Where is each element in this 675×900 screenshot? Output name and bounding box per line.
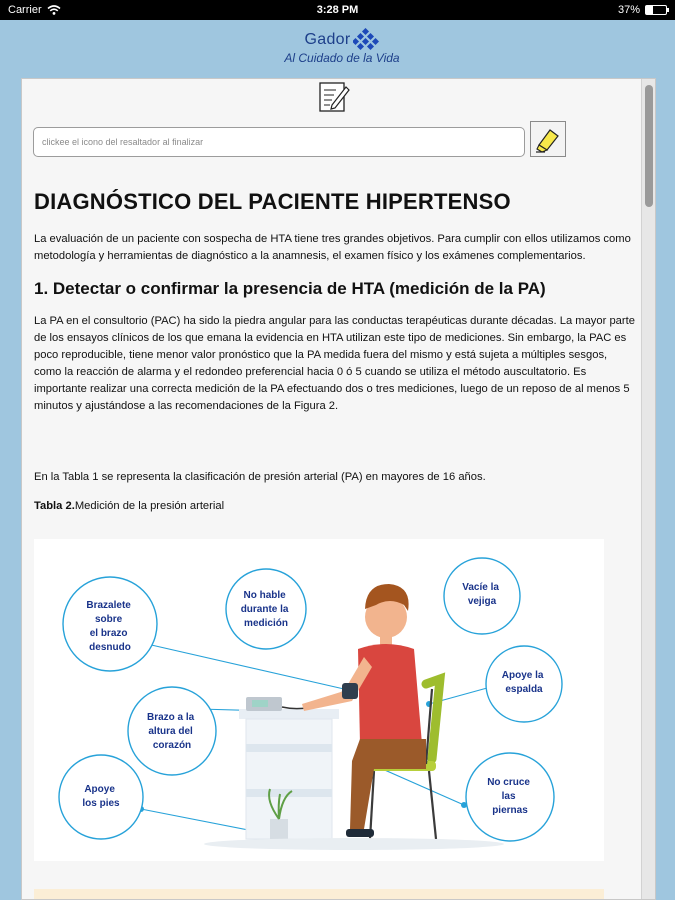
bubble-line: Apoye — [84, 784, 115, 795]
bubble-line: No cruce — [487, 777, 531, 788]
highlighter-button[interactable] — [530, 121, 566, 157]
bubble-line: durante la — [240, 604, 289, 615]
brand-logo — [282, 28, 402, 65]
bp-measurement-figure — [34, 539, 604, 861]
section-1-paragraph: La PA en el consultorio (PAC) ha sido la piedra angular para las conductas terapéuticas durante décadas. La mayor parte de los ensayos clínicos de los que emana la evidencia en HTA utilizan este tipo de mediciones. Sin embargo, la PAC es poco reproducible, tiene menor valor pronóstico que la PA medida fuera del mismo y está sujeta a múltiples sesgos, como la reacción de alarma y el redondeo preferencial hacia 0 ó 5 cuando se utiliza el método auscultatorio. Es importante realizar una correcta medición de la PA efectuando dos o tres mediciones, luego de un reposo de al menos 5 minutos y ajustándose a las recomendaciones de la Figura 2. — [34, 315, 635, 412]
bubble-line: Brazalete — [86, 600, 131, 611]
brand-mark-icon — [353, 28, 379, 52]
caption-label: Tabla 2. — [34, 500, 75, 512]
scrollbar-thumb[interactable] — [645, 85, 653, 207]
bubble-line: vejiga — [467, 596, 497, 607]
brand-tagline: Al Cuidado de la Vida — [284, 51, 400, 65]
carrier-label: Carrier — [8, 4, 42, 16]
bubble-line: desnudo — [89, 642, 131, 653]
app-header — [0, 20, 675, 78]
bubble-brazo-corazon — [147, 712, 197, 751]
bubble-no-hable — [241, 590, 292, 629]
document-body — [34, 189, 637, 516]
content-panel — [21, 78, 656, 900]
brand-name: Gador — [304, 31, 351, 48]
spacer — [34, 429, 637, 469]
section-heading-1: 1. Detectar o confirmar la presencia de HTA (medición de la PA) — [34, 279, 546, 298]
bubble-line: medición — [244, 618, 288, 629]
bubble-line: altura del — [148, 726, 193, 737]
intro-paragraph: La evaluación de un paciente con sospecha de HTA tiene tres grandes objetivos. Para cumplir con ellos utilizamos como metodología y herramientas de diagnóstico a la anamnesis, el examen físico y los exámenes complementarios. — [34, 233, 631, 262]
bubble-line: los pies — [82, 798, 120, 809]
bubble-line: No hable — [243, 590, 286, 601]
bubble-line: corazón — [152, 740, 192, 751]
bubble-line: espalda — [505, 684, 543, 695]
status-time: 3:28 PM — [316, 4, 359, 16]
battery-fill — [646, 6, 653, 14]
note-edit-icon[interactable] — [316, 81, 352, 113]
next-section-strip — [34, 889, 604, 900]
tabla-1-paragraph: En la Tabla 1 se representa la clasificación de presión arterial (PA) en mayores de 16 años. — [34, 471, 486, 483]
battery-percent: 37% — [617, 4, 640, 16]
note-input[interactable] — [33, 127, 525, 157]
bubble-line: sobre — [94, 614, 123, 625]
bubble-line: Brazo a la — [146, 712, 195, 723]
highlighter-icon — [533, 124, 563, 154]
bubble-line: Vacíe la — [462, 582, 499, 593]
bp-measurement-illustration — [34, 539, 604, 861]
bubble-line: las — [501, 791, 516, 802]
bubble-line: piernas — [492, 805, 528, 816]
figure-caption — [34, 500, 637, 512]
scrollbar[interactable] — [641, 79, 655, 899]
wifi-icon — [47, 5, 61, 15]
caption-text: Medición de la presión arterial — [74, 500, 225, 512]
document-title: DIAGNÓSTICO DEL PACIENTE HIPERTENSO — [34, 189, 511, 214]
bubble-line: el brazo — [89, 628, 128, 639]
status-bar — [0, 0, 675, 20]
battery-icon — [645, 5, 667, 15]
bubble-line: Apoye la — [501, 670, 544, 681]
